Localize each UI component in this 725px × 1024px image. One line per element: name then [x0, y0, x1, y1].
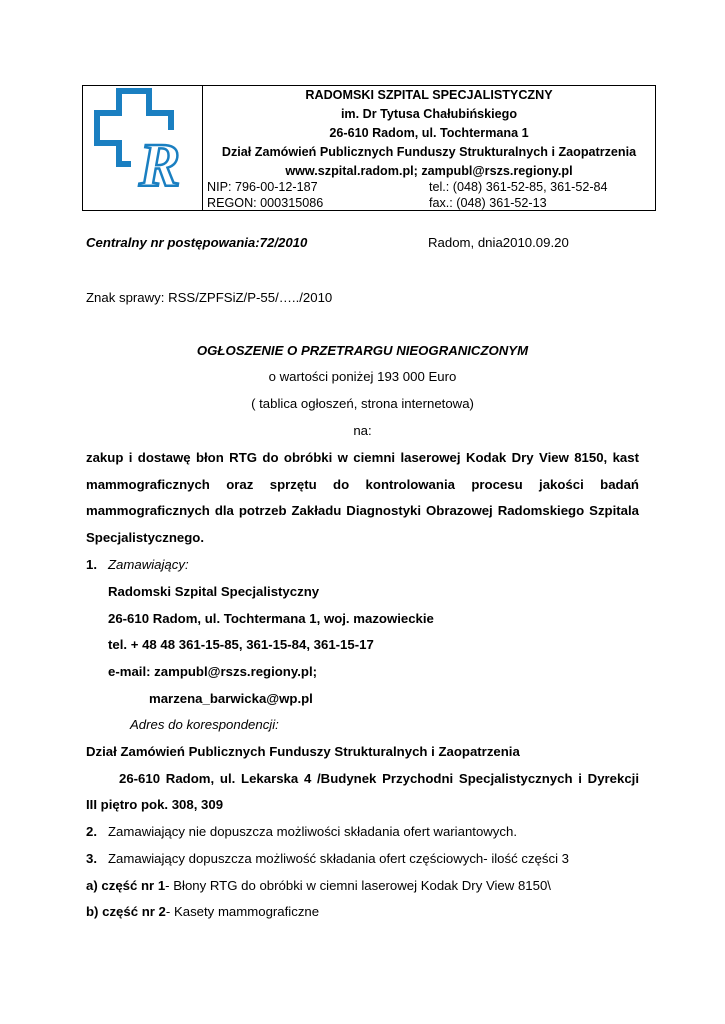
telephone: tel.: (048) 361-52-85, 361-52-84 [429, 180, 608, 194]
notice-na: na: [353, 423, 372, 438]
notice-publication: ( tablica ogłoszeń, strona internetowa) [251, 396, 474, 411]
hospital-department: Dział Zamówień Publicznych Funduszy Strukturalnych i Zaopatrzenia [221, 145, 637, 159]
regon: REGON: 000315086 [207, 196, 324, 210]
section-2-text: Zamawiający nie dopuszcza możliwości składania ofert wariantowych. [108, 824, 517, 839]
part-1-text: - Błony RTG do obróbki w ciemni laserowej Kodak Dry View 8150\ [165, 878, 551, 893]
subject-line-3: mammograficznych dla potrzeb Zakładu Diagnostyki Obrazowej Radomskiego Szpitala [86, 503, 639, 518]
correspondence-address-1: 26-610 Radom, ul. Lekarska 4 /Budynek Przychodni Specjalistycznych i Dyrekcji [119, 771, 639, 786]
contracting-authority-email-2: marzena_barwicka@wp.pl [149, 691, 313, 706]
nip: NIP: 796-00-12-187 [207, 180, 318, 194]
contracting-authority-email: e-mail: zampubl@rszs.regiony.pl; [108, 664, 317, 679]
subject-line-1: zakup i dostawę błon RTG do obróbki w ciemni laserowej Kodak Dry View 8150, kast [86, 450, 639, 465]
section-2-number: 2. [86, 824, 97, 839]
section-3-number: 3. [86, 851, 97, 866]
part-2-text: - Kasety mammograficzne [165, 904, 320, 919]
cross-r-logo-icon [83, 86, 202, 210]
correspondence-label: Adres do korespondencji: [130, 717, 279, 732]
case-number: Centralny nr postępowania:72/2010 [86, 235, 308, 250]
part-2 [86, 904, 319, 919]
part-2-label: b) część nr 2 [86, 904, 166, 919]
notice-title: OGŁOSZENIE O PRZETRARGU NIEOGRANICZONYM [196, 343, 529, 358]
correspondence-address-2: III piętro pok. 308, 309 [86, 797, 224, 812]
section-1-heading: Zamawiający: [108, 557, 189, 572]
reference-number: Znak sprawy: RSS/ZPFSiZ/P-55/…../2010 [86, 290, 333, 305]
part-1-label: a) część nr 1 [86, 878, 166, 893]
hospital-info [203, 86, 655, 210]
letterhead-box [82, 85, 656, 211]
contracting-authority-name: Radomski Szpital Specjalistyczny [108, 584, 320, 599]
place-date: Radom, dnia2010.09.20 [428, 235, 569, 250]
hospital-web-email: www.szpital.radom.pl; zampubl@rszs.regiony.pl [285, 164, 573, 178]
contracting-authority-tel: tel. + 48 48 361-15-85, 361-15-84, 361-15-17 [108, 637, 374, 652]
section-3-text: Zamawiający dopuszcza możliwość składania ofert częściowych- ilość części 3 [108, 851, 569, 866]
hospital-address: 26-610 Radom, ul. Tochtermana 1 [329, 126, 529, 140]
hospital-patron: im. Dr Tytusa Chałubińskiego [340, 107, 518, 121]
section-1-number: 1. [86, 557, 97, 572]
logo-letter: R [139, 132, 181, 200]
contracting-authority-address: 26-610 Radom, ul. Tochtermana 1, woj. mazowieckie [108, 611, 434, 626]
fax: fax.: (048) 361-52-13 [429, 196, 547, 210]
notice-value: o wartości poniżej 193 000 Euro [268, 369, 457, 384]
hospital-name: RADOMSKI SZPITAL SPECJALISTYCZNY [305, 88, 553, 102]
subject-line-4: Specjalistycznego. [86, 530, 204, 545]
hospital-logo [83, 86, 203, 210]
correspondence-department: Dział Zamówień Publicznych Funduszy Strukturalnych i Zaopatrzenia [86, 744, 520, 759]
part-1 [86, 878, 551, 893]
subject-line-2: mammograficznych oraz sprzętu do kontrolowania procesu jakości badań [86, 477, 639, 492]
